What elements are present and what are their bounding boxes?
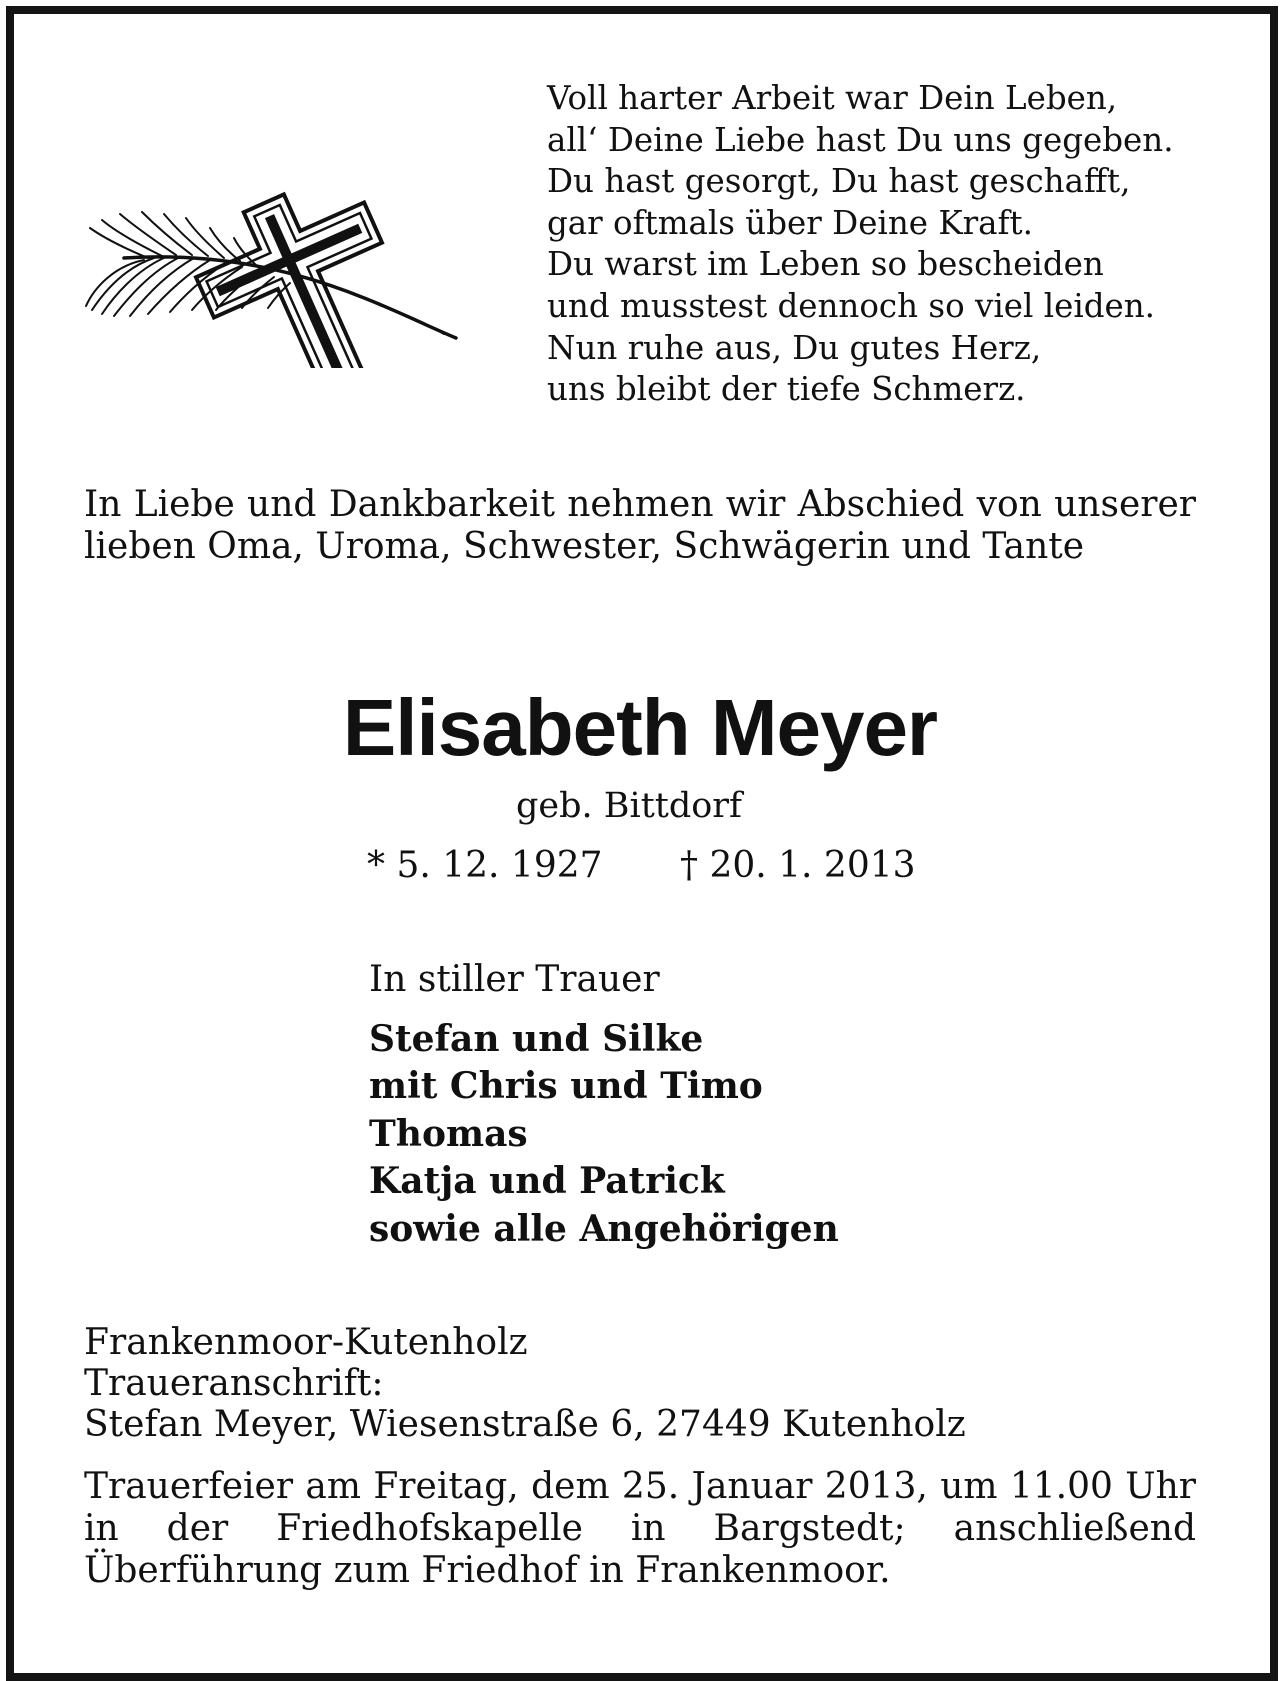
mourner: sowie alle Angehörigen [369, 1207, 839, 1250]
poem [547, 78, 1227, 411]
mourning-intro: In stiller Trauer [369, 959, 660, 1000]
cross-with-palm-frond-icon [84, 188, 460, 368]
mourner: mit Chris und Timo [369, 1065, 763, 1108]
poem-line: uns bleibt der tiefe Schmerz. [547, 370, 1026, 409]
funeral-service-text: Trauerfeier am Freitag, dem 25. Januar 2013, um 11.00 Uhr in der Friedhofskapelle in Bargstedt; anschließend Überführung zum Friedhof in Frankenmoor. [84, 1466, 1196, 1591]
poem-line: Nun ruhe aus, Du gutes Herz, [547, 328, 1042, 367]
birth-date: * 5. 12. 1927 [367, 845, 603, 886]
poem-line: all‘ Deine Liebe hast Du uns gegeben. [547, 120, 1174, 159]
mourner: Katja und Patrick [369, 1160, 725, 1203]
poem-line: gar oftmals über Deine Kraft. [547, 203, 1033, 242]
death-date: † 20. 1. 2013 [680, 845, 916, 886]
mourner: Stefan und Silke [369, 1018, 704, 1060]
deceased-name: Elisabeth Meyer [342, 683, 938, 772]
poem-line: Du warst im Leben so bescheiden [547, 245, 1104, 284]
mourners-list [369, 1016, 839, 1253]
poem-line: Voll harter Arbeit war Dein Leben, [547, 79, 1118, 117]
farewell-text: In Liebe und Dankbarkeit nehmen wir Abschied von unserer lieben Oma, Uroma, Schwester, Schwägerin und Tante [84, 484, 1196, 567]
mourner: Thomas [369, 1112, 528, 1155]
address-line: Stefan Meyer, Wiesenstraße 6, 27449 Kutenholz [84, 1404, 966, 1445]
poem-line: und musstest dennoch so viel leiden. [547, 286, 1156, 325]
birth-name: geb. Bittdorf [516, 786, 742, 826]
address-label: Traueranschrift: [84, 1363, 384, 1404]
mourning-address [84, 1322, 966, 1445]
address-place: Frankenmoor-Kutenholz [84, 1322, 528, 1363]
poem-line: Du hast gesorgt, Du hast geschafft, [547, 162, 1131, 201]
